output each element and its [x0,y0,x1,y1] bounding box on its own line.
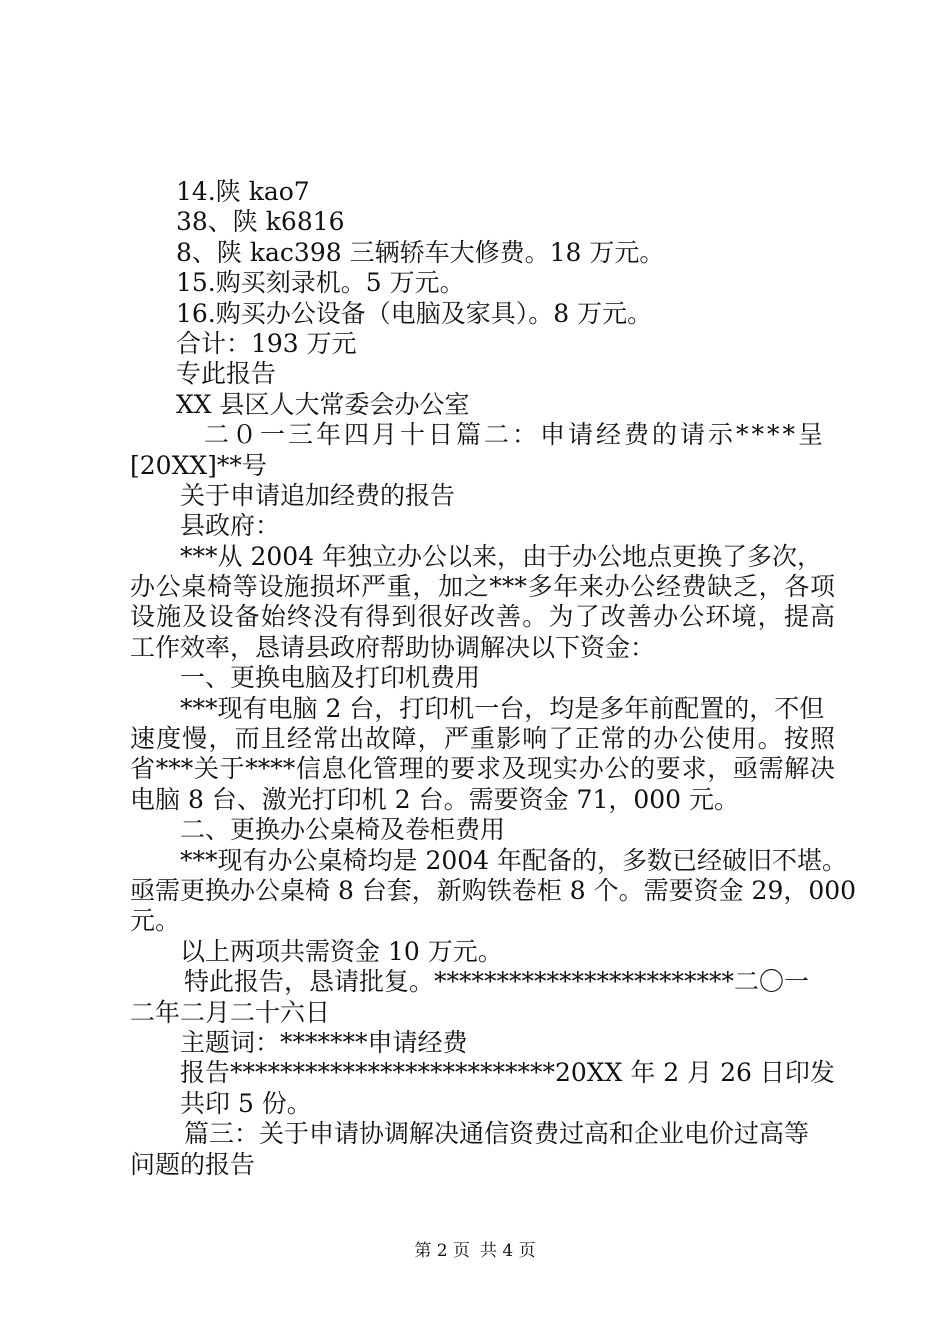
text-line: 共印 5 份。 [180,1088,312,1118]
page-number: 第 2 页 [414,1241,470,1261]
text-line: [20XX]**号 [130,450,267,480]
text-line: 二０一三年四月十日篇二：申请经费的请示****呈 [204,420,827,450]
text-line: 主题词：*******申请经费 [180,1027,468,1057]
page-total: 共 4 页 [480,1241,536,1261]
page-footer [0,1240,950,1262]
text-line: ***从 2004 年独立办公以来，由于办公地点更换了多次， [180,541,823,571]
heading-line: 篇三：关于申请协调解决通信资费过高和企业电价过高等 [184,1119,810,1149]
text-line: 工作效率，恳请县政府帮助协调解决以下资金： [130,632,656,662]
text-line: 14.陕 kao7 [176,177,310,206]
text-line: 速度慢，而且经常出故障，严重影响了正常的办公使用。按照 [130,724,835,754]
section-heading: 二、更换办公桌椅及卷柜费用 [180,815,506,845]
text-line: 电脑 8 台、激光打印机 2 台。需要资金 71，000 元。 [130,784,740,814]
document-body [130,177,857,1180]
text-line: 15.购买刻录机。5 万元。 [176,268,465,298]
text-line: 元。 [130,906,181,936]
text-line: 8、陕 kac398 三辆轿车大修费。18 万元。 [176,237,665,267]
text-line: ***现有电脑 2 台，打印机一台，均是多年前配置的，不但 [180,693,825,723]
text-line: 合计：193 万元 [176,328,357,358]
text-line: 问题的报告 [130,1149,256,1179]
text-line: XX 县区人大常委会办公室 [176,389,470,419]
text-line: 县政府： [180,511,281,541]
text-line: 省***关于****信息化管理的要求及现实办公的要求，亟需解决 [130,754,835,784]
text-line: ***现有办公桌椅均是 2004 年配备的，多数已经破旧不堪。 [180,845,848,875]
text-line: 38、陕 k6816 [176,207,345,237]
text-line: 二年二月二十六日 [130,997,331,1027]
text-line: 以上两项共需资金 10 万元。 [180,936,503,966]
text-line: 特此报告，恳请批复。************************二〇一 [184,967,810,997]
text-line: 办公桌椅等设施损坏严重，加之***多年来办公经费缺乏，各项 [130,572,835,602]
text-line: 16.购买办公设备（电脑及家具）。8 万元。 [176,298,653,328]
heading-line: 关于申请追加经费的报告 [180,480,456,510]
text-line: 设施及设备始终没有得到很好改善。为了改善办公环境，提高 [130,602,835,632]
text-line: 报告**************************20XX 年 2 月 26 日印发 [180,1058,835,1088]
text-line: 亟需更换办公桌椅 8 台套，新购铁卷柜 8 个。需要资金 29，000 [130,875,857,905]
text-line: 专此报告 [176,359,277,389]
section-heading: 一、更换电脑及打印机费用 [180,663,481,693]
